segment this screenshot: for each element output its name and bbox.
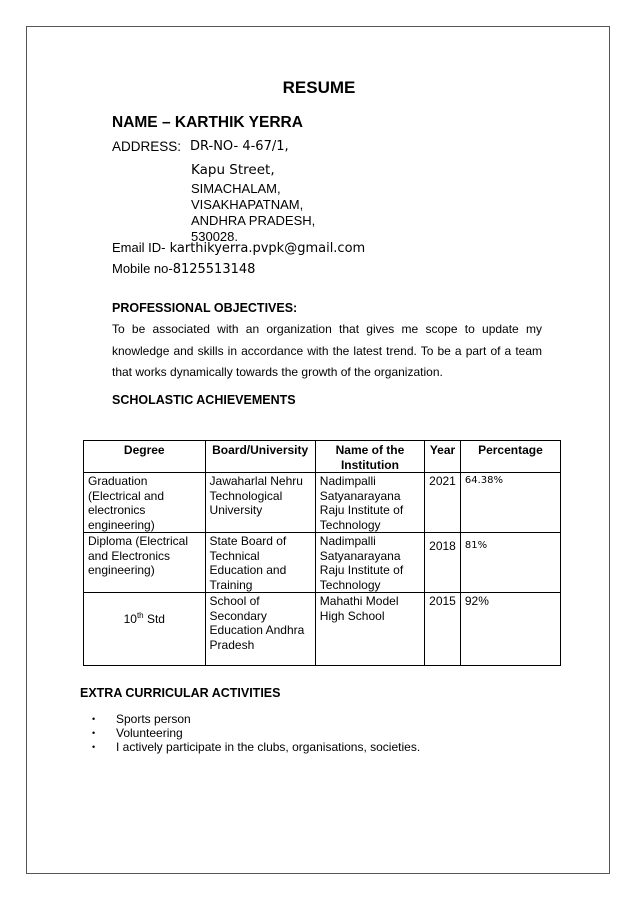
table-row (84, 533, 561, 593)
address-line-3: SIMACHALAM, (191, 181, 281, 196)
resume-title: RESUME (282, 78, 356, 97)
email-value: karthikyerra.pvpk@gmail.com (169, 241, 366, 256)
mobile-label: Mobile no- (112, 261, 173, 276)
address-label: ADDRESS: (112, 139, 182, 154)
mobile-value: 8125513148 (172, 262, 256, 277)
cell-percentage: 64.38% (460, 473, 560, 533)
address-line-2: Kapu Street, (191, 162, 275, 178)
mobile-line (112, 261, 255, 277)
objectives-text: To be associated with an organization that gives me scope to update my knowledge and skills in accordance with the latest trend. To be a part of a team that works dynamically towards the growth of the organization. (112, 322, 542, 379)
address-line-5: ANDHRA PRADESH, (191, 213, 316, 228)
activities-heading: EXTRA CURRICULAR ACTIVITIES (80, 686, 281, 700)
column-header-board: Board/University (205, 441, 315, 473)
bullet-icon: • (92, 742, 96, 752)
cell-board: Jawaharlal Nehru Technological University (205, 473, 315, 533)
list-item: • Volunteering (92, 726, 183, 740)
scholastic-heading: SCHOLASTIC ACHIEVEMENTS (112, 393, 296, 407)
cell-year: 2021 (425, 473, 461, 533)
column-header-institution: Name of the Institution (315, 441, 424, 473)
cell-institution: Nadimpalli Satyanarayana Raju Institute of Technology (315, 473, 424, 533)
column-header-year: Year (425, 441, 461, 473)
table-header-row (84, 441, 561, 473)
column-header-degree: Degree (84, 441, 206, 473)
address-line-6: 530028. (191, 229, 238, 244)
cell-degree: 10th Std (84, 593, 206, 666)
column-header-percentage: Percentage (460, 441, 560, 473)
address-line-4: VISAKHAPATNAM, (191, 197, 304, 212)
table-row (84, 593, 561, 666)
cell-board: State Board of Technical Education and Training (205, 533, 315, 593)
bullet-icon: • (92, 728, 96, 738)
cell-percentage: 92% (460, 593, 560, 666)
list-item: • Sports person (92, 712, 191, 726)
bullet-icon: • (92, 714, 96, 724)
email-label: Email ID- (112, 240, 166, 255)
cell-year: 2015 (425, 593, 461, 666)
cell-institution: Nadimpalli Satyanarayana Raju Institute of Technology (315, 533, 424, 593)
activities-list (86, 712, 420, 754)
cell-board: School of Secondary Education Andhra Pradesh (205, 593, 315, 666)
cell-degree: Diploma (Electrical and Electronics engineering) (84, 533, 206, 593)
candidate-name: NAME – KARTHIK YERRA (112, 114, 303, 131)
address-line-1: DR-NO- 4-67/1, (190, 139, 289, 154)
cell-year: 2018 (425, 533, 461, 593)
cell-percentage: 81% (460, 533, 560, 593)
table-row (84, 473, 561, 533)
education-table (83, 440, 561, 666)
cell-degree: Graduation (Electrical and electronics engineering) (84, 473, 206, 533)
list-item: • I actively participate in the clubs, organisations, societies. (92, 740, 421, 754)
email-line (112, 240, 365, 256)
objectives-heading: PROFESSIONAL OBJECTIVES: (112, 301, 298, 315)
cell-institution: Mahathi Model High School (315, 593, 424, 666)
